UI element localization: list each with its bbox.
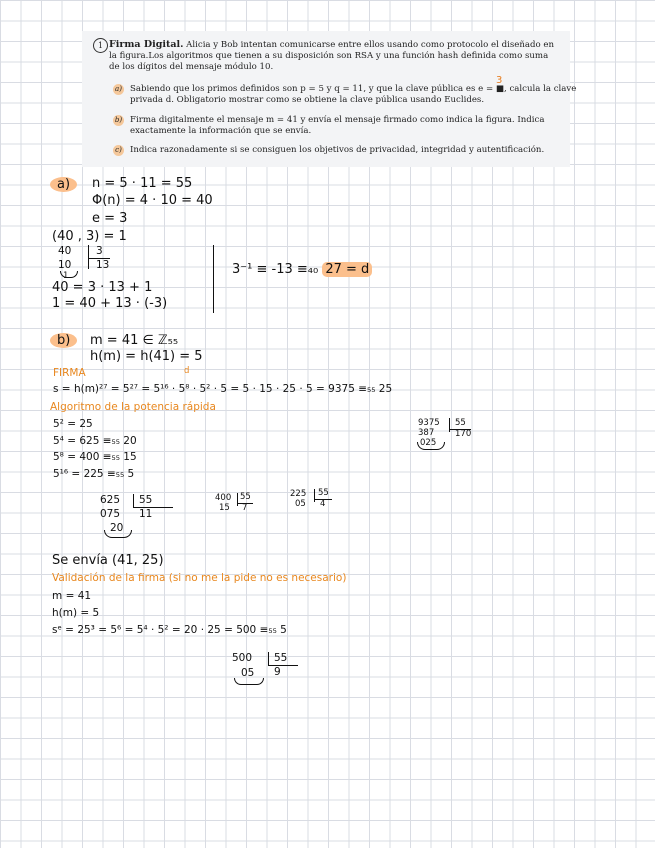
problem-item-a	[113, 84, 577, 106]
div-625-remainder: 20	[110, 522, 124, 534]
div-9375-step: 387	[418, 428, 435, 438]
div-625-divisor: 55	[139, 494, 153, 506]
problem-item-b	[113, 115, 577, 137]
item-letter-b: b)	[114, 116, 123, 124]
div-225-quotient: 4	[320, 499, 326, 509]
item-text-c: Indica razonadamente si se consiguen los objetivos de privacidad, integridad y autentificación.	[130, 145, 545, 155]
div-9375-dividend: 9375	[418, 418, 440, 428]
phi-line: Φ(n) = 4 · 10 = 40	[92, 193, 213, 208]
div-400-remainder: 15	[219, 503, 230, 513]
validation-h: h(m) = 5	[52, 607, 100, 619]
euclid-eq2: 1 = 40 + 13 · (-3)	[52, 296, 168, 311]
division-quotient: 13	[96, 259, 110, 271]
div-225-bar	[314, 489, 315, 502]
div-9375-divisor: 55	[455, 418, 466, 428]
div-625-bar	[133, 494, 134, 508]
division-bar	[88, 245, 89, 269]
private-key-highlight: 27 = d	[322, 262, 372, 277]
hash-line: h(m) = h(41) = 5	[90, 349, 203, 364]
e-line: e = 3	[92, 211, 128, 226]
div-400-quotient: 7	[242, 503, 248, 513]
pow-line: 5⁴ = 625 ≡₅₅ 20	[53, 435, 137, 447]
brace	[213, 245, 214, 313]
pow-line: 5² = 25	[53, 418, 93, 430]
item-text-b: Firma digitalmente el mensaje m = 41 y envía el mensaje firmado como indica la figura. Indica exactamente la información que se envía.	[130, 115, 545, 136]
pow-line: 5¹⁶ = 225 ≡₅₅ 5	[53, 468, 135, 480]
signature-equation: s = h(m)²⁷ = 5²⁷ = 5¹⁶ · 5⁸ · 5² · 5 = 5 · 15 · 25 · 5 = 9375 ≡₅₅ 25	[53, 383, 393, 395]
message-line: m = 41 ∈ ℤ₅₅	[90, 333, 179, 348]
item-letter-a: a)	[113, 84, 124, 95]
div-400-divisor: 55	[240, 492, 251, 502]
problem-intro-text: Alicia y Bob intentan comunicarse entre ellos usando como protocolo el diseñado en la figura.Los algoritmos que tienen a su disposición son RSA y una función hash definida como suma de los dígitos del mensaje módulo 10.	[109, 40, 555, 72]
n-line: n = 5 · 11 = 55	[92, 176, 193, 191]
send-line: Se envía (41, 25)	[52, 553, 164, 568]
part-b-label: b)	[50, 333, 81, 348]
algorithm-label: Algoritmo de la potencia rápida	[50, 401, 216, 413]
div-500-divisor: 55	[274, 652, 288, 664]
div-500-bar	[268, 652, 269, 666]
div-500-remainder: 05	[241, 667, 255, 679]
div-500-arc	[234, 678, 264, 685]
div-625-quotient: 11	[139, 508, 153, 520]
div-625-dividend: 625	[100, 494, 121, 506]
div-625-step: 075	[100, 508, 121, 520]
validation-label: Validación de la firma (si no me la pide no es necesario)	[52, 572, 347, 584]
exponent-mark: d	[184, 366, 190, 376]
div-400-dividend: 400	[215, 493, 232, 503]
div-225-remainder: 05	[295, 499, 306, 509]
gcd-line: (40 , 3) = 1	[52, 229, 127, 244]
div-400-bar	[237, 493, 238, 506]
division-final: 1	[63, 271, 69, 281]
div-500-line	[268, 665, 298, 666]
problem-number: 1	[93, 38, 108, 53]
div-500-dividend: 500	[232, 652, 253, 664]
problem-item-c	[113, 145, 577, 156]
item-letter-c: c)	[113, 145, 124, 156]
euclid-eq1: 40 = 3 · 13 + 1	[52, 280, 153, 295]
div-9375-remainder: 025	[420, 438, 437, 448]
div-500-quotient: 9	[274, 666, 281, 678]
division-dividend: 40	[58, 245, 72, 257]
pow-line: 5⁸ = 400 ≡₅₅ 15	[53, 451, 137, 463]
part-a-label: a)	[50, 177, 81, 192]
inverse-line: 3⁻¹ ≡ -13 ≡₄₀ 27 = d	[232, 262, 372, 277]
problem-intro	[109, 39, 557, 73]
validation-equation: sᵉ = 25³ = 5⁶ = 5⁴ · 5² = 20 · 25 = 500 ≡₅₅ 5	[52, 624, 287, 636]
problem-statement	[82, 31, 577, 167]
div-9375-quotient: 170	[455, 429, 472, 439]
validation-m: m = 41	[52, 590, 92, 602]
problem-title: Firma Digital.	[109, 39, 184, 50]
division-remainder: 10	[58, 259, 72, 271]
firma-label: FIRMA	[53, 367, 86, 379]
item-text-a: Sabiendo que los primos definidos son p = 5 y q = 11, y que la clave pública es e = ■, calcula la clave privada d. Obligatorio mostrar como se obtiene la clave pública usando Euclides.	[130, 84, 577, 105]
division-divisor: 3	[96, 245, 103, 257]
exponent-annotation: 3	[496, 75, 503, 86]
div-225-divisor: 55	[318, 488, 329, 498]
div-225-dividend: 225	[290, 489, 307, 499]
